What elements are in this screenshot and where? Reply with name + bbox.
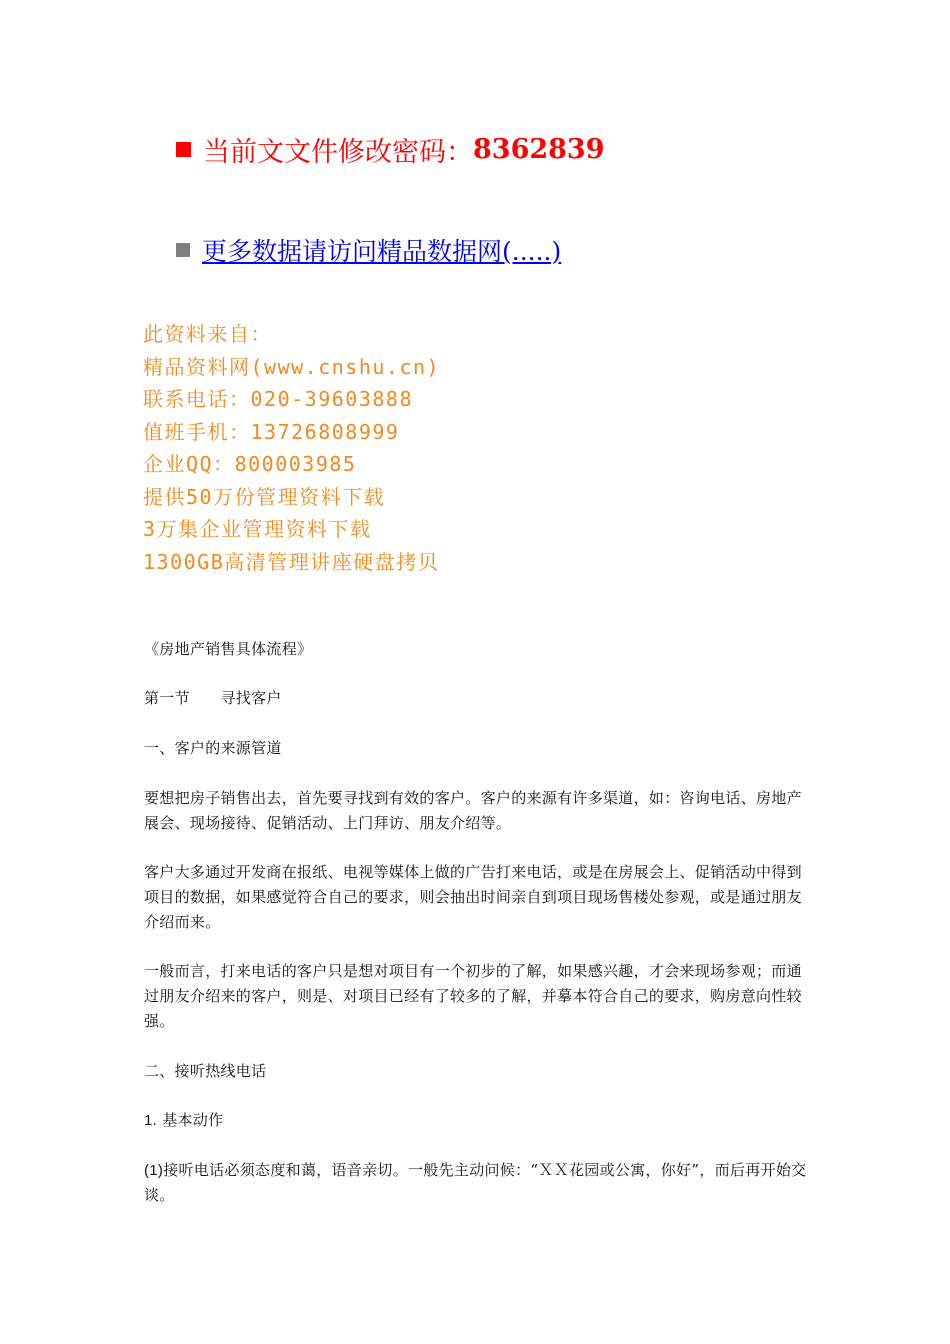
source-info-line: 企业QQ：800003985: [143, 452, 357, 476]
heading-hotline: 二、接听热线电话: [144, 1062, 267, 1080]
item-1: [144, 1158, 809, 1208]
paragraph-1: 要想把房子销售出去，首先要寻找到有效的客户。客户的来源有许多渠道，如：咨询电话、房地产展会、现场接待、促销活动、上门拜访、朋友介绍等。: [144, 789, 802, 832]
section-heading: 第一节 寻找客户: [144, 689, 282, 707]
item-text: 接听电话必须态度和蔼，语音亲切。一般先主动问候：“ＸＸ花园或公寓，你好”，而后再开始交谈。: [144, 1161, 807, 1204]
source-info-line: 提供50万份管理资料下载: [143, 484, 386, 509]
password-label: 当前文文件修改密码：: [203, 137, 473, 168]
source-info-line: 3万集企业管理资料下载: [143, 517, 372, 541]
paragraph-2: 客户大多通过开发商在报纸、电视等媒体上做的广告打来电话，或是在房展会上、促销活动中得到项目的数据，如果感觉符合自己的要求，则会抽出时间亲自到项目现场售楼处参观，或是通过朋友介绍而来。: [144, 863, 802, 931]
item-number: (1): [144, 1162, 164, 1179]
source-info-block: [143, 318, 440, 578]
paragraph-3: 一般而言，打来电话的客户只是想对项目有一个初步的了解，如果感兴趣，才会来现场参观；而通过朋友介绍来的客户，则是、对项目已经有了较多的了解，并摹本符合自己的要求，购房意向性较强。: [144, 962, 802, 1030]
password-value: 8362839: [473, 134, 605, 165]
red-square-bullet-icon: [176, 142, 191, 157]
source-info-line: 联系电话：020-39603888: [143, 387, 413, 411]
gray-square-bullet-icon: [176, 243, 190, 257]
more-data-line: [176, 232, 561, 268]
source-info-line: 1300GB高清管理讲座硬盘拷贝: [143, 549, 440, 574]
subheading-basic-actions: [144, 1108, 809, 1133]
more-data-link[interactable]: 更多数据请访问精品数据网(.....): [202, 237, 562, 266]
subheading-text: 基本动作: [162, 1111, 224, 1129]
source-info-line: 精品资料网(www.cnshu.cn): [143, 354, 441, 379]
subheading-number: 1.: [144, 1112, 158, 1129]
source-info-line: 此资料来自：: [143, 322, 272, 346]
source-info-line: 值班手机：13726808999: [143, 419, 400, 444]
password-line: [176, 130, 605, 169]
document-title: 《房地产销售具体流程》: [144, 640, 313, 658]
heading-customer-sources: 一、客户的来源管道: [144, 739, 282, 757]
